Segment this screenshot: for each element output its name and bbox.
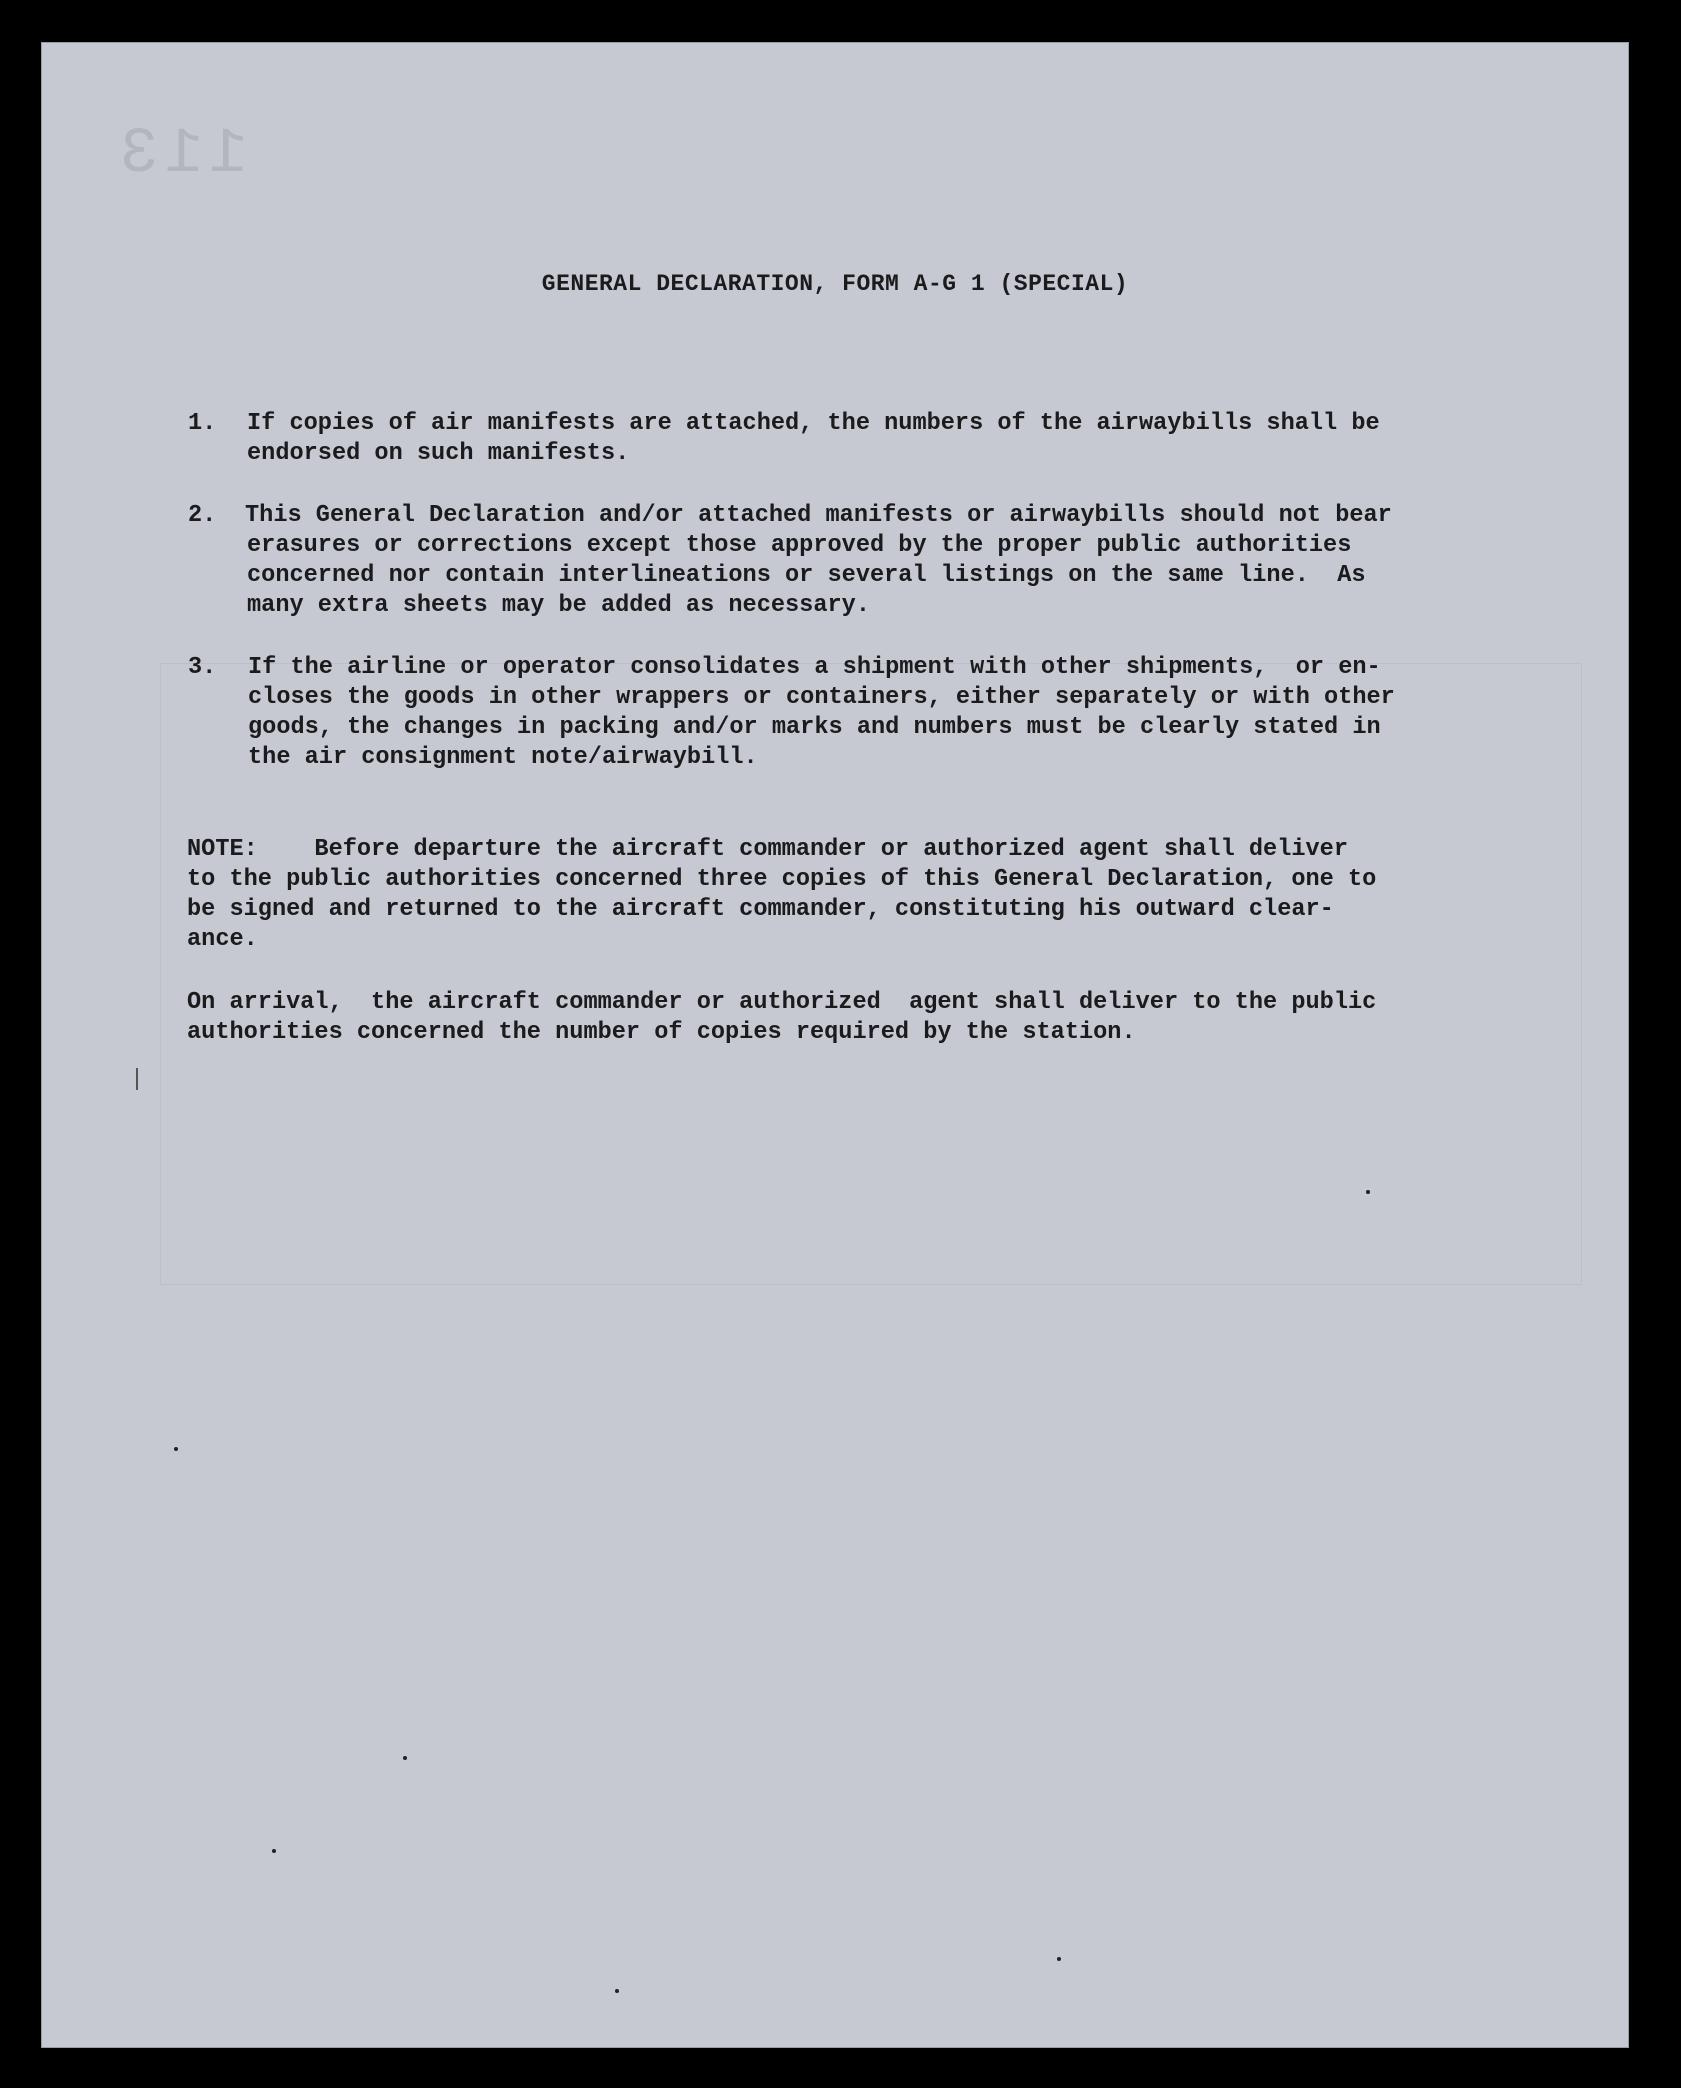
document-page [41,42,1629,2048]
item-3-line-3: goods, the changes in packing and/or marks and numbers must be clearly stated in [248,714,1381,741]
document-title: GENERAL DECLARATION, FORM A-G 1 (SPECIAL) [541,271,1129,297]
item-number: 1. [188,410,217,437]
item-3-line-2: closes the goods in other wrappers or containers, either separately or with other [248,684,1395,711]
bleed-through-page-number: 113 [114,119,248,191]
item-2-line-3: concerned nor contain interlineations or several listings on the same line. As [247,562,1366,589]
item-2-line-4: many extra sheets may be added as necessary. [247,592,870,619]
item-2-line-2: erasures or corrections except those approved by the proper public authorities [247,532,1352,559]
item-2-line-1: This General Declaration and/or attached manifests or airwaybills should not bear [245,502,1392,529]
item-number: 2. [188,502,217,529]
scan-speck [174,1447,178,1451]
item-3-line-1: If the airline or operator consolidates a shipment with other shipments, or en- [248,654,1381,681]
scan-speck [615,1989,619,1993]
scan-speck [272,1849,276,1853]
scan-speck [403,1756,407,1760]
arrival-line-2: authorities concerned the number of copies required by the station. [187,1019,1136,1046]
arrival-line-1: On arrival, the aircraft commander or authorized agent shall deliver to the public [187,989,1377,1016]
document-body [42,43,1628,2047]
scan-speck [1057,1957,1061,1961]
note-line-1: NOTE: Before departure the aircraft commander or authorized agent shall deliver [187,836,1349,863]
note-line-2: to the public authorities concerned three copies of this General Declaration, one to [187,866,1377,893]
item-number: 3. [188,654,217,681]
scan-speck [1366,1190,1370,1194]
note-line-4: ance. [187,926,258,953]
scan-mark [136,1068,138,1090]
note-line-3: be signed and returned to the aircraft commander, constituting his outward clear- [187,896,1334,923]
item-1-line-2: endorsed on such manifests. [247,440,630,467]
item-3-line-4: the air consignment note/airwaybill. [248,744,758,771]
item-1-line-1: If copies of air manifests are attached, the numbers of the airwaybills shall be [247,410,1380,437]
